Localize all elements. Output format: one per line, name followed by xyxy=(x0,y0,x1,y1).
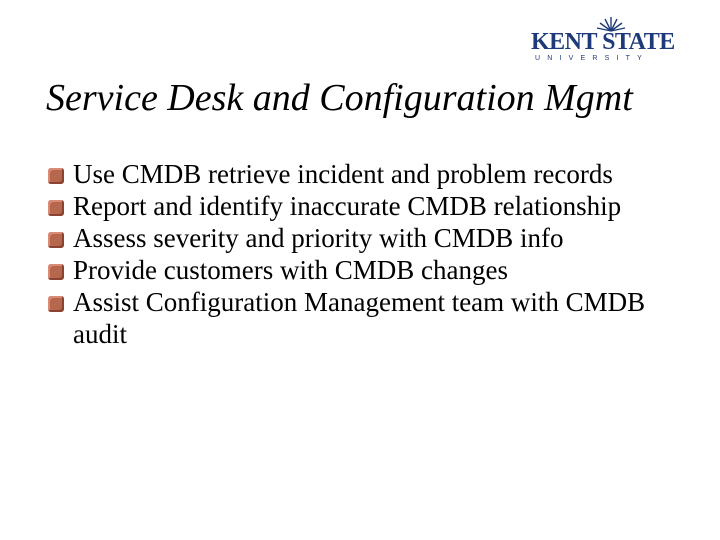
bullet-square-icon xyxy=(48,264,64,280)
bullet-item xyxy=(48,158,688,190)
bullet-item xyxy=(48,286,688,350)
bullet-item xyxy=(48,254,688,286)
slide-title: Service Desk and Configuration Mgmt xyxy=(46,77,633,119)
bullet-square-icon xyxy=(48,200,64,216)
bullet-square-icon xyxy=(48,296,64,312)
bullet-list xyxy=(48,158,688,350)
bullet-text: Use CMDB retrieve incident and problem records xyxy=(73,159,613,189)
bullet-text: Provide customers with CMDB changes xyxy=(73,255,508,285)
bullet-text: Report and identify inaccurate CMDB relationship xyxy=(73,191,622,221)
kent-state-logo xyxy=(531,16,681,66)
bullet-item xyxy=(48,222,688,254)
bullet-text: Assist Configuration Management team with CMDB audit xyxy=(73,287,646,349)
bullet-text: Assess severity and priority with CMDB info xyxy=(73,223,564,253)
bullet-item xyxy=(48,190,688,222)
logo-subtitle: UNIVERSITY xyxy=(535,55,650,62)
bullet-square-icon xyxy=(48,232,64,248)
bullet-square-icon xyxy=(48,168,64,184)
logo-wordmark: KENT STATE xyxy=(531,29,675,55)
